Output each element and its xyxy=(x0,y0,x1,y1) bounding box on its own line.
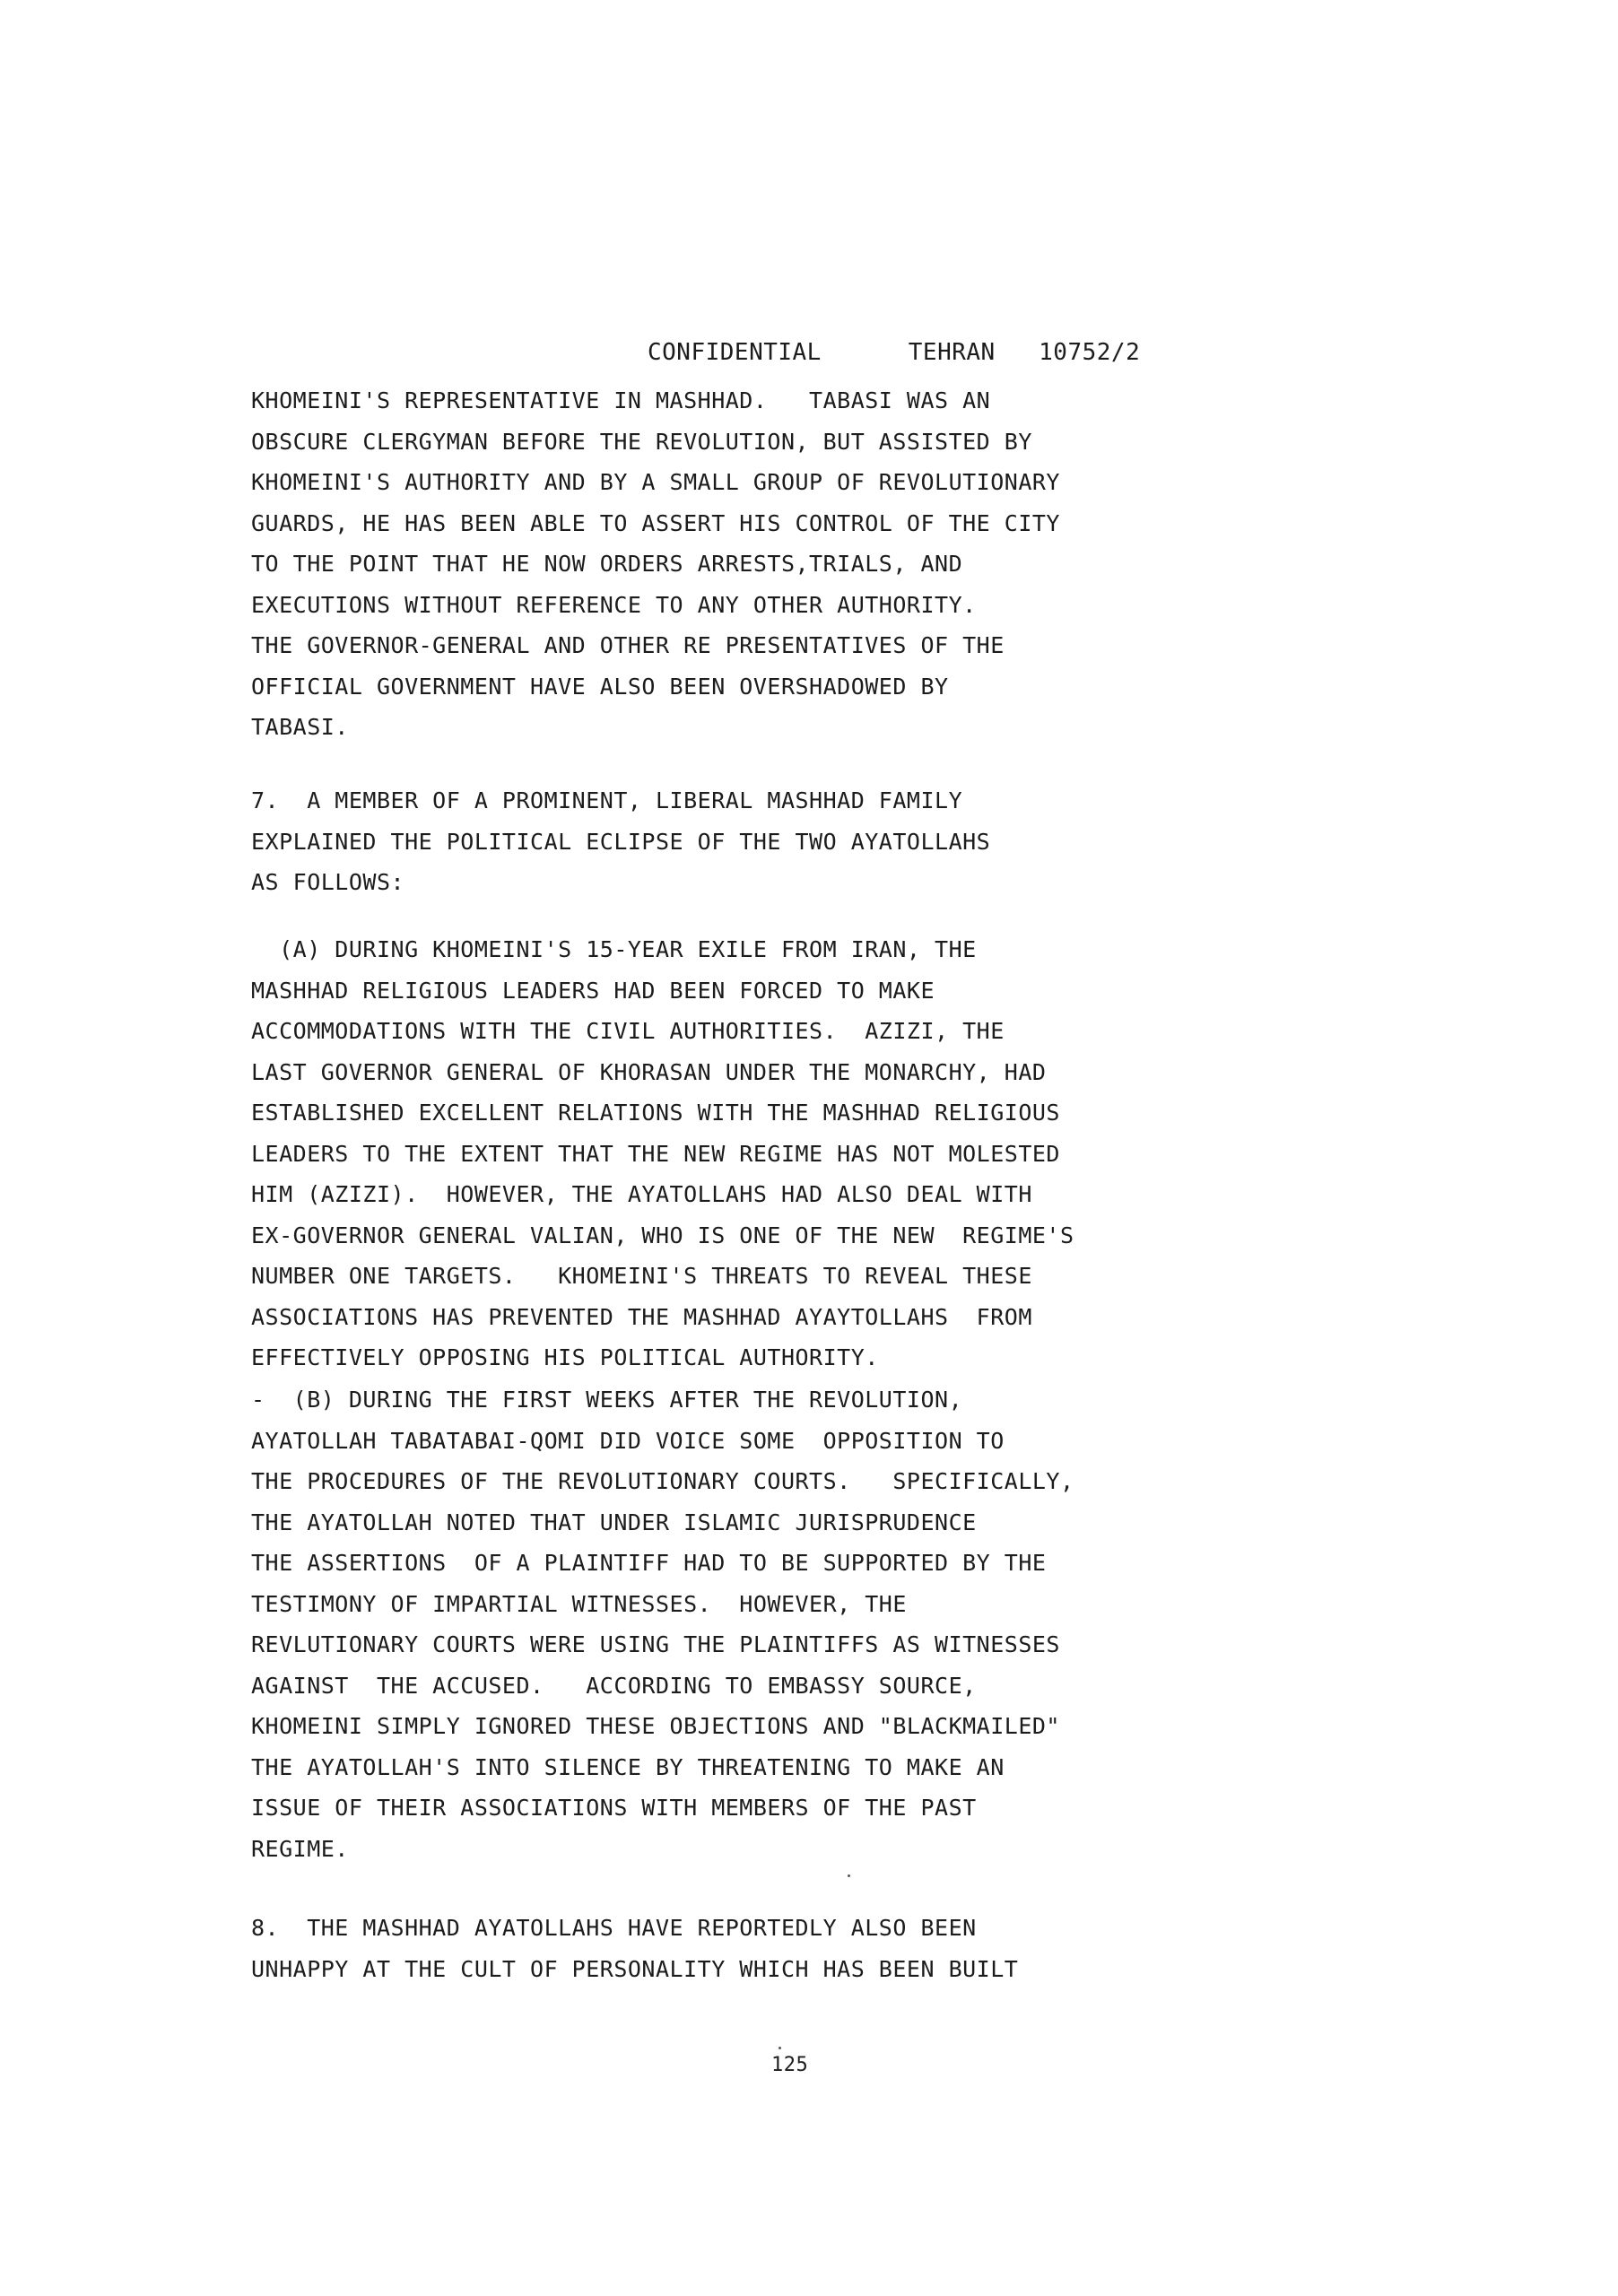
text-line: TESTIMONY OF IMPARTIAL WITNESSES. HOWEVER, THE xyxy=(251,1590,907,1617)
text-line: UNHAPPY AT THE CULT OF PERSONALITY WHICH HAS BEEN BUILT xyxy=(251,1955,1019,1982)
text-line: THE ASSERTIONS OF A PLAINTIFF HAD TO BE SUPPORTED BY THE xyxy=(251,1550,1047,1576)
text-line: AS FOLLOWS: xyxy=(251,869,405,895)
text-line: AGAINST THE ACCUSED. ACCORDING TO EMBASSY SOURCE, xyxy=(251,1672,977,1699)
text-line: THE AYATOLLAH'S INTO SILENCE BY THREATENING TO MAKE AN xyxy=(251,1753,1005,1780)
text-line: THE GOVERNOR-GENERAL AND OTHER RE PRESENTATIVES OF THE xyxy=(251,632,1005,658)
scan-speck xyxy=(848,1874,850,1877)
text-line: (A) DURING KHOMEINI'S 15-YEAR EXILE FROM IRAN, THE xyxy=(251,936,977,962)
text-line: KHOMEINI SIMPLY IGNORED THESE OBJECTIONS AND "BLACKMAILED" xyxy=(251,1713,1060,1739)
text-line: ISSUE OF THEIR ASSOCIATIONS WITH MEMBERS OF THE PAST xyxy=(251,1795,977,1821)
text-line: OFFICIAL GOVERNMENT HAVE ALSO BEEN OVERSHADOWED BY xyxy=(251,673,949,700)
text-line: KHOMEINI'S REPRESENTATIVE IN MASHHAD. TABASI WAS AN xyxy=(251,387,991,413)
paragraph-continued xyxy=(251,380,1408,748)
text-line: AYATOLLAH TABATABAI-QOMI DID VOICE SOME OPPOSITION TO xyxy=(251,1427,1005,1454)
text-line: LAST GOVERNOR GENERAL OF KHORASAN UNDER THE MONARCHY, HAD xyxy=(251,1058,1047,1085)
text-line: TABASI. xyxy=(251,714,349,740)
post-name: TEHRAN xyxy=(908,339,996,366)
text-line: REGIME. xyxy=(251,1835,349,1862)
text-line: ACCOMMODATIONS WITH THE CIVIL AUTHORITIES. AZIZI, THE xyxy=(251,1018,1005,1044)
text-line: NUMBER ONE TARGETS. KHOMEINI'S THREATS TO REVEAL THESE xyxy=(251,1263,1032,1289)
text-line: THE PROCEDURES OF THE REVOLUTIONARY COURTS. SPECIFICALLY, xyxy=(251,1468,1074,1494)
text-line: EX-GOVERNOR GENERAL VALIAN, WHO IS ONE OF THE NEW REGIME'S xyxy=(251,1222,1074,1248)
text-line: OBSCURE CLERGYMAN BEFORE THE REVOLUTION, BUT ASSISTED BY xyxy=(251,428,1032,455)
paragraph-7b xyxy=(251,1379,1408,1869)
text-line: LEADERS TO THE EXTENT THAT THE NEW REGIME HAS NOT MOLESTED xyxy=(251,1140,1060,1167)
cable-reference: 10752/2 xyxy=(1039,339,1141,366)
text-line: TO THE POINT THAT HE NOW ORDERS ARRESTS,TRIALS, AND xyxy=(251,551,963,577)
paragraph-7 xyxy=(251,780,1408,903)
page-number: 125 xyxy=(771,2054,809,2076)
paragraph-8 xyxy=(251,1908,1408,1989)
text-line: 7. A MEMBER OF A PROMINENT, LIBERAL MASHHAD FAMILY xyxy=(251,787,963,813)
scan-speck xyxy=(779,2047,781,2049)
text-line: EXPLAINED THE POLITICAL ECLIPSE OF THE TWO AYATOLLAHS xyxy=(251,828,991,855)
text-line: REVLUTIONARY COURTS WERE USING THE PLAINTIFFS AS WITNESSES xyxy=(251,1631,1060,1657)
text-line: KHOMEINI'S AUTHORITY AND BY A SMALL GROUP OF REVOLUTIONARY xyxy=(251,469,1060,495)
classification-marking: CONFIDENTIAL xyxy=(648,339,822,366)
text-line: ASSOCIATIONS HAS PREVENTED THE MASHHAD AYAYTOLLAHS FROM xyxy=(251,1303,1032,1330)
text-line: 8. THE MASHHAD AYATOLLAHS HAVE REPORTEDLY ALSO BEEN xyxy=(251,1915,977,1941)
paragraph-7a xyxy=(251,929,1408,1378)
text-line: GUARDS, HE HAS BEEN ABLE TO ASSERT HIS CONTROL OF THE CITY xyxy=(251,509,1060,536)
text-line: ESTABLISHED EXCELLENT RELATIONS WITH THE MASHHAD RELIGIOUS xyxy=(251,1100,1060,1126)
text-line: MASHHAD RELIGIOUS LEADERS HAD BEEN FORCED TO MAKE xyxy=(251,977,935,1004)
text-line: THE AYATOLLAH NOTED THAT UNDER ISLAMIC JURISPRUDENCE xyxy=(251,1509,977,1535)
text-line: - (B) DURING THE FIRST WEEKS AFTER THE REVOLUTION, xyxy=(251,1387,963,1413)
text-line: EXECUTIONS WITHOUT REFERENCE TO ANY OTHER AUTHORITY. xyxy=(251,591,977,618)
text-line: EFFECTIVELY OPPOSING HIS POLITICAL AUTHORITY. xyxy=(251,1344,879,1370)
text-line: HIM (AZIZI). HOWEVER, THE AYATOLLAHS HAD ALSO DEAL WITH xyxy=(251,1181,1032,1207)
page-header xyxy=(648,339,1140,366)
